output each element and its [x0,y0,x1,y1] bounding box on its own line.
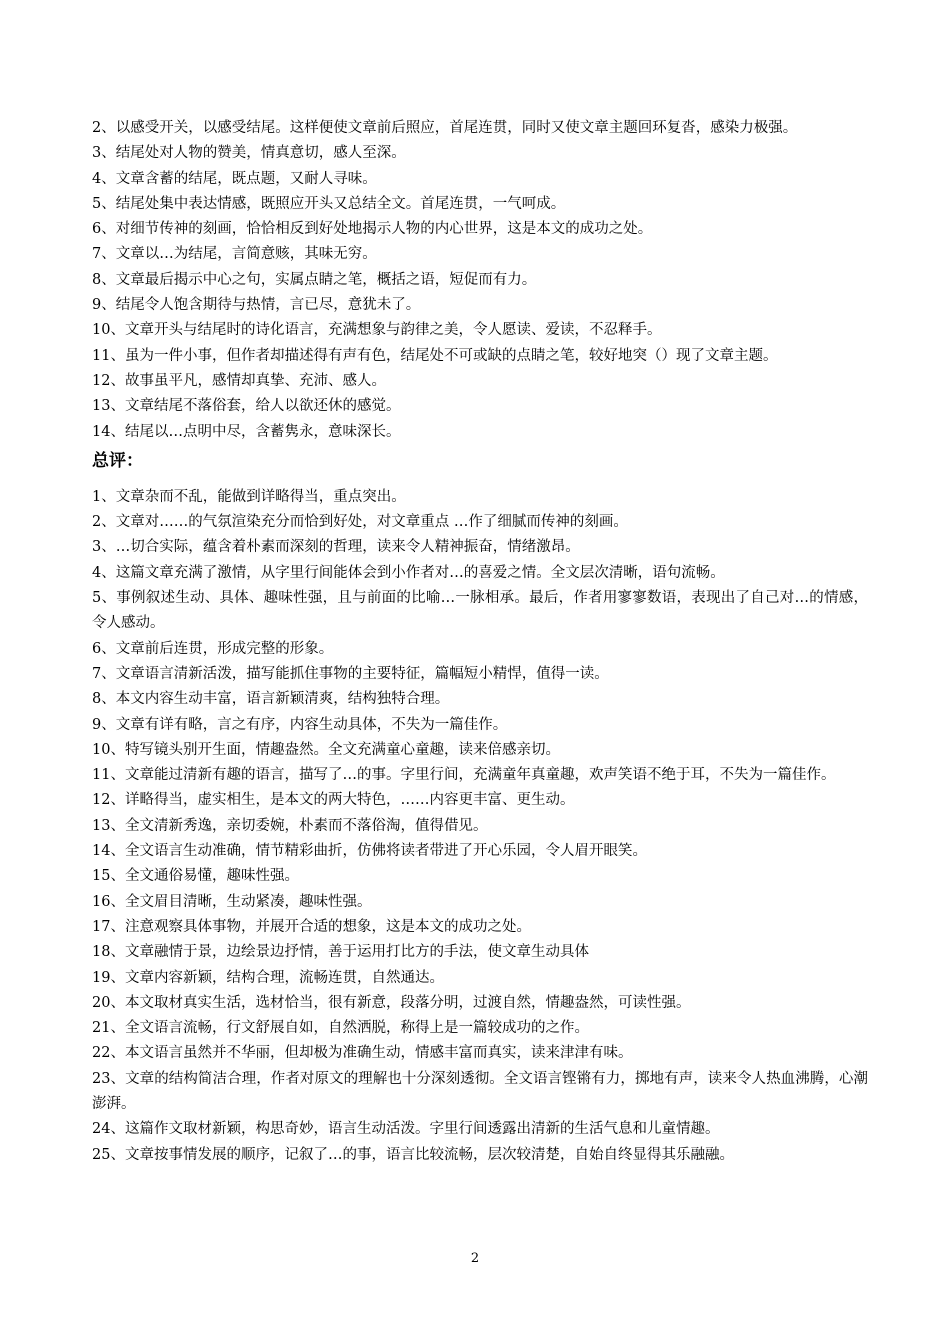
overall-comments-list [92,485,868,1168]
list-item: 7、文章语言清新活泼，描写能抓住事物的主要特征，篇幅短小精悍，值得一读。 [92,665,609,682]
list-item: 12、详略得当，虚实相生，是本文的两大特色，……内容更丰富、更生动。 [92,792,575,809]
list-item: 2、文章对……的气氛渲染充分而恰到好处，对文章重点 …作了细腻而传神的刻画。 [92,514,628,531]
document-body [92,116,868,1168]
list-item: 20、本文取材真实生活，选材恰当，很有新意，段落分明，过渡自然，情趣盎然，可读性强。 [92,994,691,1011]
list-item: 3、…切合实际，蕴含着朴素而深刻的哲理，读来令人精神振奋，情绪激昂。 [92,539,580,556]
section-heading: 总评： [92,450,143,471]
list-item: 13、文章结尾不落俗套，给人以欲还休的感觉。 [92,398,401,415]
list-item: 6、对细节传神的刻画，恰恰相反到好处地揭示人物的内心世界，这是本文的成功之处。 [92,221,653,238]
list-item: 17、注意观察具体事物，并展开合适的想象，这是本文的成功之处。 [92,918,531,935]
list-item: 4、文章含蓄的结尾，既点题，又耐人寻味。 [92,170,377,187]
list-item: 8、文章最后揭示中心之句，实属点睛之笔，概括之语，短促而有力。 [92,271,537,288]
list-item: 1、文章杂而不乱，能做到详略得当，重点突出。 [92,488,406,505]
list-item: 3、结尾处对人物的赞美，情真意切，感人至深。 [92,145,406,162]
page-number: 2 [470,1251,480,1266]
list-item: 14、结尾以…点明中尽，含蓄隽永，意味深长。 [92,423,401,440]
list-item: 22、本文语言虽然并不华丽，但却极为准确生动，情感丰富而真实，读来津津有味。 [92,1045,633,1062]
list-item: 5、事例叙述生动、具体、趣味性强，且与前面的比喻…一脉相承。最后，作者用寥寥数语，表现出了自己对…的情感，令人感动。 [92,590,868,632]
list-item: 11、文章能过清新有趣的语言，描写了…的事。字里行间，充满童年真童趣，欢声笑语不绝于耳，不失为一篇佳作。 [92,767,836,784]
list-item: 9、文章有详有略，言之有序，内容生动具体，不失为一篇佳作。 [92,716,508,733]
list-item: 7、文章以…为结尾，言简意赅，其味无穷。 [92,246,377,263]
ending-comments-list [92,116,868,445]
list-item: 23、文章的结构简洁合理，作者对原文的理解也十分深刻透彻。全文语言铿锵有力，掷地有声，读来令人热血沸腾，心潮澎湃。 [92,1070,868,1112]
list-item: 24、这篇作文取材新颖，构思奇妙，语言生动活泼。字里行间透露出清新的生活气息和儿童情趣。 [92,1121,720,1138]
list-item: 15、全文通俗易懂，趣味性强。 [92,868,299,885]
list-item: 6、文章前后连贯，形成完整的形象。 [92,640,334,657]
list-item: 12、故事虽平凡，感情却真挚、充沛、感人。 [92,372,386,389]
list-item: 2、以感受开关，以感受结尾。这样便使文章前后照应，首尾连贯，同时又使文章主题回环复沓，感染力极强。 [92,120,798,136]
list-item: 16、全文眉目清晰，生动紧凑，趣味性强。 [92,893,372,910]
list-item: 21、全文语言流畅，行文舒展自如，自然洒脱，称得上是一篇较成功的之作。 [92,1020,589,1037]
list-item: 18、文章融情于景，边绘景边抒情，善于运用打比方的手法，使文章生动具体 [92,944,589,961]
list-item: 11、虽为一件小事，但作者却描述得有声有色，结尾处不可或缺的点睛之笔，较好地突（）现了文章主题。 [92,347,778,364]
list-item: 5、结尾处集中表达情感，既照应开头又总结全文。首尾连贯，一气呵成。 [92,195,566,212]
list-item: 10、特写镜头别开生面，情趣盎然。全文充满童心童趣，读来倍感亲切。 [92,741,560,758]
list-item: 13、全文清新秀逸，亲切委婉，朴素而不落俗淘，值得借见。 [92,817,488,834]
list-item: 25、文章按事情发展的顺序，记叙了…的事，语言比较流畅，层次较清楚，自始自终显得其乐融融。 [92,1146,734,1163]
list-item: 4、这篇文章充满了激情，从字里行间能体会到小作者对…的喜爱之情。全文层次清晰，语句流畅。 [92,564,725,581]
list-item: 14、全文语言生动准确，情节精彩曲折，仿佛将读者带进了开心乐园，令人眉开眼笑。 [92,843,647,860]
list-item: 8、本文内容生动丰富，语言新颖清爽，结构独特合理。 [92,691,450,708]
list-item: 9、结尾令人饱含期待与热情，言已尽，意犹未了。 [92,297,421,314]
list-item: 19、文章内容新颖，结构合理，流畅连贯，自然通达。 [92,969,444,986]
list-item: 10、文章开头与结尾时的诗化语言，充满想象与韵律之美，令人愿读、爱读，不忍释手。 [92,322,662,339]
